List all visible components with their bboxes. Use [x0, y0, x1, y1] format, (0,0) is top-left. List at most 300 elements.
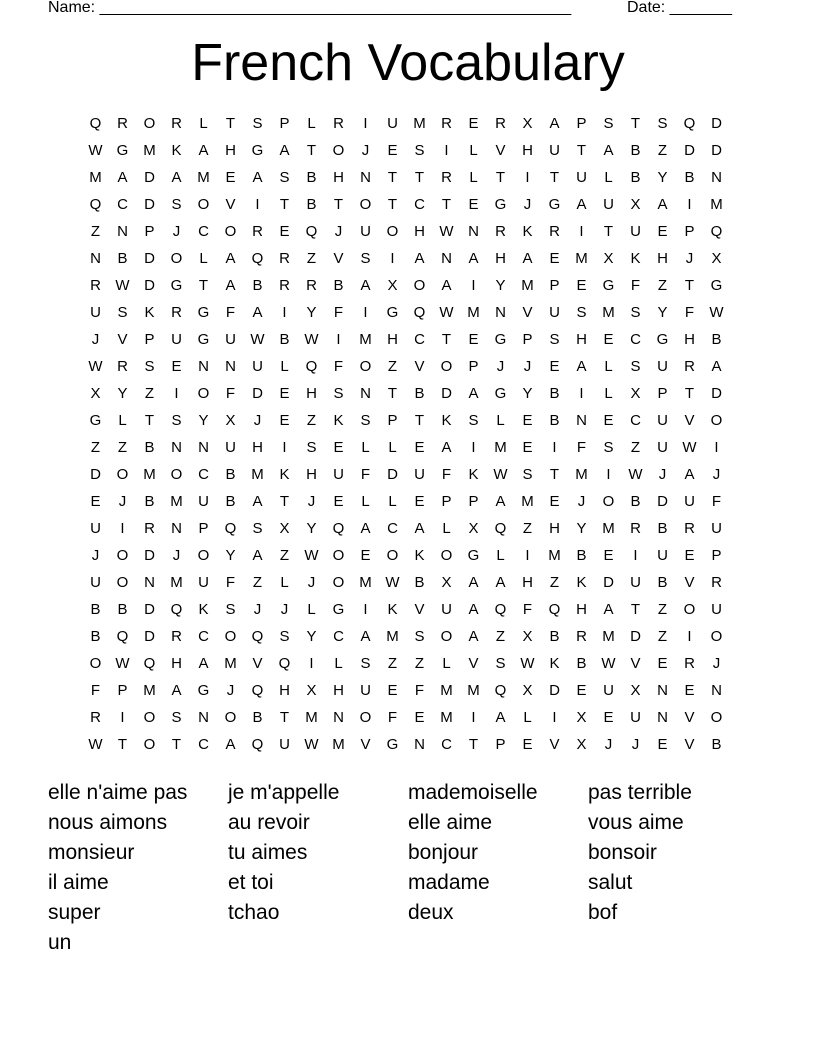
grid-letter: I — [444, 142, 449, 159]
grid-letter: P — [684, 223, 695, 240]
grid-letter: P — [711, 547, 722, 564]
grid-letter: J — [118, 493, 127, 510]
word-bank-item: nous aimons — [48, 811, 168, 834]
grid-letter: U — [657, 412, 668, 429]
grid-letter: A — [279, 142, 290, 159]
grid-letter: B — [90, 628, 101, 645]
grid-letter: U — [657, 439, 668, 456]
grid-letter: B — [711, 331, 722, 348]
grid-letter: H — [495, 250, 506, 267]
grid-letter: E — [576, 682, 587, 699]
grid-letter: O — [359, 196, 372, 213]
grid-letter: C — [414, 196, 425, 213]
grid-letter: H — [279, 682, 290, 699]
grid-letter: R — [279, 277, 290, 294]
grid-letter: N — [90, 250, 101, 267]
grid-letter: B — [225, 493, 236, 510]
word-bank-item: vous aime — [588, 811, 684, 834]
grid-letter: T — [279, 709, 290, 726]
grid-letter: H — [576, 331, 587, 348]
grid-letter: X — [441, 574, 452, 591]
grid-letter: G — [656, 331, 669, 348]
grid-letter: J — [253, 412, 262, 429]
grid-letter: U — [90, 304, 101, 321]
grid-letter: U — [198, 493, 209, 510]
grid-letter: J — [253, 601, 262, 618]
grid-letter: T — [630, 601, 641, 618]
grid-letter: D — [441, 385, 452, 402]
grid-letter: O — [143, 115, 156, 132]
grid-letter: J — [631, 736, 640, 753]
grid-letter: I — [687, 628, 692, 645]
grid-letter: E — [603, 331, 614, 348]
grid-letter: A — [684, 466, 695, 483]
grid-letter: T — [198, 277, 209, 294]
grid-letter: A — [198, 655, 209, 672]
grid-letter: C — [630, 412, 641, 429]
grid-letter: O — [359, 358, 372, 375]
grid-letter: P — [144, 223, 155, 240]
grid-letter: J — [307, 574, 316, 591]
grid-letter: F — [225, 574, 236, 591]
word-bank-item: monsieur — [48, 841, 135, 864]
grid-letter: R — [495, 223, 506, 240]
grid-letter: K — [279, 466, 290, 483]
grid-letter: I — [552, 439, 557, 456]
grid-letter: J — [496, 358, 505, 375]
grid-letter: S — [306, 439, 317, 456]
grid-letter: N — [225, 358, 236, 375]
grid-letter: M — [602, 628, 615, 645]
word-bank-item: super — [48, 901, 101, 924]
grid-letter: O — [89, 655, 102, 672]
grid-letter: Q — [251, 736, 264, 753]
grid-letter: S — [333, 385, 344, 402]
grid-letter: G — [386, 304, 399, 321]
grid-letter: V — [495, 142, 506, 159]
grid-letter: E — [171, 358, 182, 375]
grid-letter: Q — [548, 601, 561, 618]
grid-letter: I — [120, 709, 125, 726]
grid-letter: I — [471, 709, 476, 726]
grid-letter: M — [467, 682, 480, 699]
grid-letter: V — [468, 655, 479, 672]
grid-letter: V — [684, 709, 695, 726]
grid-letter: E — [684, 547, 695, 564]
grid-letter: B — [90, 601, 101, 618]
grid-letter: U — [225, 439, 236, 456]
grid-letter: Z — [549, 574, 560, 591]
grid-letter: E — [684, 682, 695, 699]
grid-letter: Y — [306, 628, 317, 645]
grid-letter: F — [360, 466, 371, 483]
grid-letter: R — [252, 223, 263, 240]
grid-letter: J — [685, 250, 694, 267]
grid-letter: A — [225, 277, 236, 294]
grid-letter: B — [279, 331, 290, 348]
grid-letter: H — [387, 331, 398, 348]
grid-letter: F — [225, 304, 236, 321]
grid-letter: E — [387, 142, 398, 159]
word-bank-item: pas terrible — [588, 781, 692, 804]
grid-letter: B — [306, 196, 317, 213]
grid-letter: E — [90, 493, 101, 510]
grid-letter: R — [576, 628, 587, 645]
grid-letter: J — [577, 493, 586, 510]
grid-letter: O — [710, 628, 723, 645]
grid-letter: Z — [387, 358, 398, 375]
grid-letter: T — [414, 412, 425, 429]
grid-letter: T — [468, 736, 479, 753]
grid-letter: A — [495, 574, 506, 591]
grid-letter: U — [711, 601, 722, 618]
grid-letter: J — [712, 466, 721, 483]
grid-letter: Z — [414, 655, 425, 672]
grid-letter: L — [442, 655, 451, 672]
grid-letter: U — [549, 304, 560, 321]
grid-letter: V — [684, 412, 695, 429]
grid-letter: P — [279, 115, 290, 132]
grid-letter: U — [630, 223, 641, 240]
grid-letter: F — [441, 466, 452, 483]
grid-letter: A — [468, 574, 479, 591]
grid-letter: G — [494, 196, 507, 213]
grid-letter: S — [360, 250, 371, 267]
grid-letter: M — [494, 439, 507, 456]
grid-letter: O — [116, 574, 129, 591]
grid-letter: G — [197, 304, 210, 321]
grid-letter: O — [170, 466, 183, 483]
grid-letter: X — [603, 250, 614, 267]
grid-letter: J — [307, 493, 316, 510]
grid-letter: W — [88, 142, 103, 159]
grid-letter: Y — [495, 277, 506, 294]
grid-letter: A — [468, 628, 479, 645]
grid-letter: M — [332, 736, 345, 753]
word-bank-item: et toi — [228, 871, 274, 894]
grid-letter: E — [279, 223, 290, 240]
grid-letter: S — [468, 412, 479, 429]
grid-letter: Q — [413, 304, 426, 321]
grid-letter: O — [602, 493, 615, 510]
grid-letter: X — [630, 682, 641, 699]
grid-letter: W — [88, 736, 103, 753]
grid-letter: F — [414, 682, 425, 699]
grid-letter: V — [549, 736, 560, 753]
grid-letter: B — [630, 142, 641, 159]
grid-letter: A — [225, 736, 236, 753]
grid-letter: P — [657, 385, 668, 402]
grid-letter: S — [144, 358, 155, 375]
grid-letter: R — [441, 169, 452, 186]
grid-letter: A — [657, 196, 668, 213]
grid-letter: L — [604, 358, 613, 375]
grid-letter: H — [306, 385, 317, 402]
grid-letter: D — [144, 250, 155, 267]
grid-letter: G — [494, 331, 507, 348]
grid-letter: H — [522, 142, 533, 159]
grid-letter: P — [468, 493, 479, 510]
grid-letter: F — [90, 682, 101, 699]
grid-letter: A — [414, 250, 425, 267]
word-bank-item: au revoir — [228, 811, 310, 834]
grid-letter: N — [414, 736, 425, 753]
grid-letter: A — [522, 250, 533, 267]
grid-letter: I — [579, 223, 584, 240]
grid-letter: A — [711, 358, 722, 375]
grid-letter: X — [522, 628, 533, 645]
grid-letter: E — [549, 250, 560, 267]
grid-letter: F — [711, 493, 722, 510]
grid-letter: A — [576, 358, 587, 375]
grid-letter: V — [414, 358, 425, 375]
grid-letter: X — [225, 412, 236, 429]
grid-letter: B — [144, 439, 155, 456]
grid-letter: E — [657, 223, 668, 240]
grid-letter: E — [387, 682, 398, 699]
grid-letter: L — [523, 709, 532, 726]
grid-letter: F — [225, 385, 236, 402]
grid-letter: A — [468, 601, 479, 618]
grid-letter: Q — [89, 196, 102, 213]
grid-letter: E — [333, 439, 344, 456]
grid-letter: W — [88, 358, 103, 375]
grid-letter: Q — [494, 601, 507, 618]
grid-letter: A — [360, 277, 371, 294]
grid-letter: E — [603, 709, 614, 726]
grid-letter: F — [576, 439, 587, 456]
grid-letter: D — [711, 115, 722, 132]
grid-letter: E — [522, 439, 533, 456]
grid-letter: H — [684, 331, 695, 348]
grid-letter: E — [468, 331, 479, 348]
grid-letter: T — [441, 196, 452, 213]
grid-letter: E — [414, 709, 425, 726]
grid-letter: Z — [279, 547, 290, 564]
grid-letter: L — [388, 493, 397, 510]
grid-letter: J — [523, 358, 532, 375]
grid-letter: I — [633, 547, 638, 564]
grid-letter: O — [440, 547, 453, 564]
grid-letter: G — [386, 736, 399, 753]
grid-letter: W — [385, 574, 400, 591]
grid-letter: K — [468, 466, 479, 483]
grid-letter: K — [198, 601, 209, 618]
grid-letter: U — [333, 466, 344, 483]
grid-letter: S — [252, 520, 263, 537]
grid-letter: T — [144, 412, 155, 429]
grid-letter: G — [251, 142, 264, 159]
grid-letter: D — [144, 277, 155, 294]
grid-letter: S — [630, 304, 641, 321]
grid-letter: H — [522, 574, 533, 591]
grid-letter: N — [468, 223, 479, 240]
grid-letter: Z — [90, 223, 101, 240]
grid-letter: Z — [252, 574, 263, 591]
grid-letter: N — [198, 358, 209, 375]
grid-letter: A — [171, 682, 182, 699]
grid-letter: S — [279, 628, 290, 645]
word-bank-item: elle aime — [408, 811, 493, 834]
grid-letter: R — [684, 358, 695, 375]
grid-letter: O — [386, 223, 399, 240]
grid-letter: S — [657, 115, 668, 132]
grid-letter: A — [171, 169, 182, 186]
grid-letter: T — [225, 115, 236, 132]
grid-letter: B — [657, 520, 668, 537]
grid-letter: X — [90, 385, 101, 402]
grid-letter: M — [224, 655, 237, 672]
grid-letter: R — [306, 277, 317, 294]
grid-letter: K — [144, 304, 155, 321]
grid-letter: T — [441, 331, 452, 348]
grid-letter: L — [604, 385, 613, 402]
grid-letter: U — [630, 709, 641, 726]
grid-letter: S — [414, 628, 425, 645]
grid-letter: R — [441, 115, 452, 132]
grid-letter: M — [413, 115, 426, 132]
grid-letter: Q — [278, 655, 291, 672]
grid-letter: V — [117, 331, 128, 348]
grid-letter: Q — [710, 223, 723, 240]
grid-letter: M — [359, 331, 372, 348]
grid-letter: Q — [116, 628, 129, 645]
grid-letter: S — [171, 196, 182, 213]
grid-letter: X — [630, 385, 641, 402]
grid-letter: Q — [305, 223, 318, 240]
grid-letter: U — [90, 574, 101, 591]
grid-letter: B — [117, 601, 128, 618]
grid-letter: J — [361, 142, 370, 159]
grid-letter: G — [602, 277, 615, 294]
grid-letter: E — [279, 412, 290, 429]
grid-letter: I — [471, 439, 476, 456]
grid-letter: B — [711, 736, 722, 753]
grid-letter: I — [363, 601, 368, 618]
grid-letter: H — [252, 439, 263, 456]
grid-letter: T — [279, 493, 290, 510]
grid-letter: J — [91, 331, 100, 348]
grid-letter: X — [576, 736, 587, 753]
grid-letter: G — [494, 385, 507, 402]
grid-letter: U — [657, 358, 668, 375]
grid-letter: Q — [683, 115, 696, 132]
grid-letter: W — [493, 466, 508, 483]
grid-letter: E — [549, 493, 560, 510]
grid-letter: U — [441, 601, 452, 618]
grid-letter: D — [603, 574, 614, 591]
grid-letter: C — [333, 628, 344, 645]
grid-letter: O — [116, 466, 129, 483]
grid-letter: U — [225, 331, 236, 348]
grid-letter: S — [171, 709, 182, 726]
grid-letter: H — [171, 655, 182, 672]
grid-letter: E — [522, 412, 533, 429]
grid-letter: G — [710, 277, 723, 294]
grid-letter: L — [118, 412, 127, 429]
grid-letter: B — [414, 574, 425, 591]
grid-letter: I — [363, 115, 368, 132]
grid-letter: C — [414, 331, 425, 348]
grid-letter: M — [170, 574, 183, 591]
grid-letter: C — [630, 331, 641, 348]
grid-letter: K — [414, 547, 425, 564]
grid-letter: Y — [576, 520, 587, 537]
grid-letter: K — [576, 574, 587, 591]
grid-letter: Z — [657, 601, 668, 618]
grid-letter: R — [171, 628, 182, 645]
grid-letter: O — [224, 628, 237, 645]
grid-letter: O — [116, 547, 129, 564]
grid-letter: Q — [224, 520, 237, 537]
grid-letter: Q — [494, 682, 507, 699]
grid-letter: V — [684, 736, 695, 753]
grid-letter: B — [657, 574, 668, 591]
grid-letter: M — [440, 709, 453, 726]
grid-letter: S — [630, 358, 641, 375]
grid-letter: L — [307, 601, 316, 618]
grid-letter: V — [684, 574, 695, 591]
grid-letter: S — [603, 439, 614, 456]
grid-letter: N — [144, 574, 155, 591]
grid-letter: U — [360, 682, 371, 699]
grid-letter: R — [117, 115, 128, 132]
grid-letter: W — [439, 223, 454, 240]
grid-letter: M — [440, 682, 453, 699]
grid-letter: J — [172, 547, 181, 564]
grid-letter: M — [359, 574, 372, 591]
grid-letter: T — [333, 196, 344, 213]
grid-letter: O — [710, 412, 723, 429]
grid-letter: I — [552, 709, 557, 726]
grid-letter: W — [628, 466, 643, 483]
grid-letter: M — [143, 466, 156, 483]
grid-letter: E — [414, 439, 425, 456]
grid-letter: A — [117, 169, 128, 186]
grid-letter: S — [522, 466, 533, 483]
grid-letter: Z — [117, 439, 128, 456]
grid-letter: Q — [251, 682, 264, 699]
grid-letter: I — [363, 304, 368, 321]
grid-letter: M — [575, 466, 588, 483]
grid-letter: N — [657, 682, 668, 699]
grid-letter: N — [360, 169, 371, 186]
grid-letter: T — [387, 196, 398, 213]
grid-letter: T — [387, 169, 398, 186]
grid-letter: S — [603, 115, 614, 132]
grid-letter: Q — [170, 601, 183, 618]
grid-letter: B — [549, 412, 560, 429]
grid-letter: U — [603, 196, 614, 213]
grid-letter: Q — [305, 358, 318, 375]
grid-letter: Q — [251, 628, 264, 645]
grid-letter: L — [361, 439, 370, 456]
grid-letter: O — [224, 709, 237, 726]
grid-letter: A — [198, 142, 209, 159]
grid-letter: G — [467, 547, 480, 564]
grid-letter: U — [414, 466, 425, 483]
grid-letter: P — [441, 493, 452, 510]
grid-letter: Q — [494, 520, 507, 537]
grid-letter: J — [712, 655, 721, 672]
grid-letter: L — [388, 439, 397, 456]
grid-letter: X — [306, 682, 317, 699]
grid-letter: W — [304, 547, 319, 564]
grid-letter: J — [658, 466, 667, 483]
grid-letter: X — [522, 682, 533, 699]
grid-letter: Z — [306, 250, 317, 267]
grid-letter: U — [252, 358, 263, 375]
